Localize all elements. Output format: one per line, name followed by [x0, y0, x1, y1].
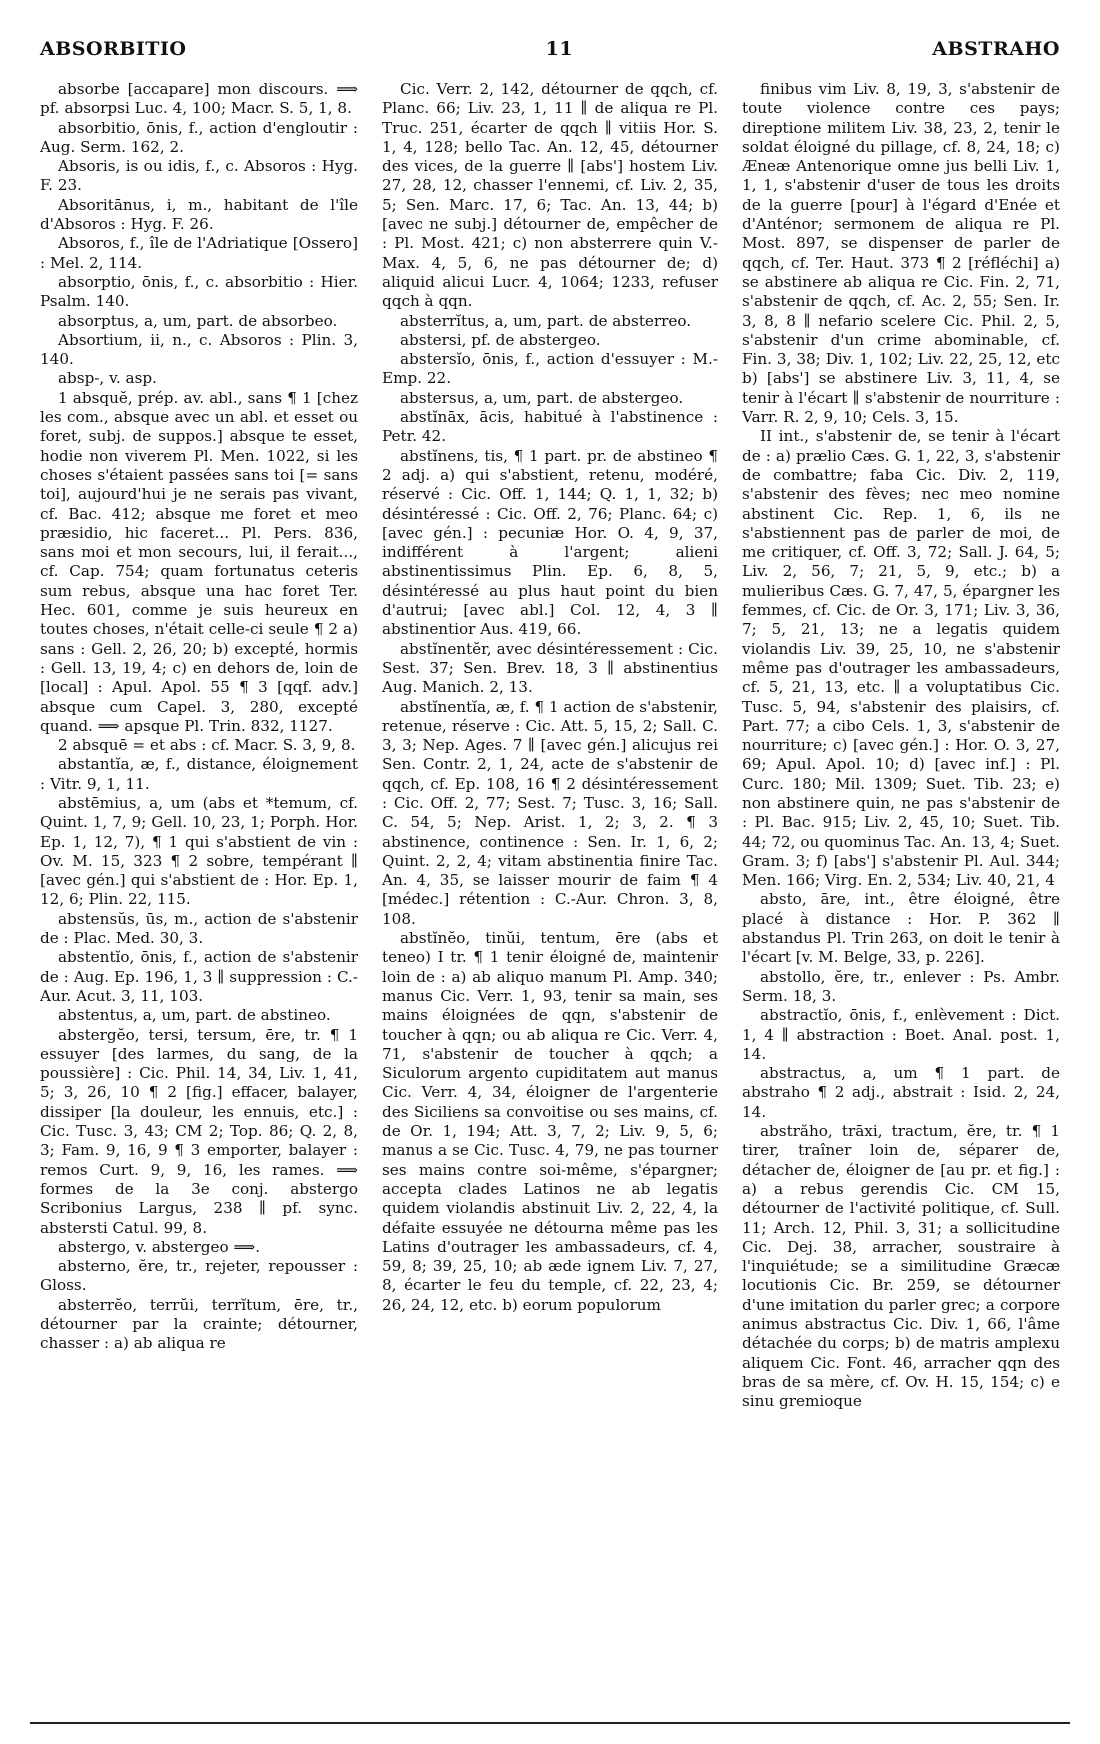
text-columns: [40, 80, 1060, 1700]
dictionary-entry: abstergĕo, tersi, tersum, ēre, tr. ¶ 1 essuyer [des larmes, du sang, de la poussière] : Cic. Phil. 14, 34, Liv. 1, 41, 5; 3, 26, 10 ¶ 2 [fig.] effacer, balayer, dissiper [la douleur, les ennuis, etc.] : Cic. Tusc. 3, 43; CM 2; Top. 86; Q. 2, 8, 3; Fam. 9, 16, 9 ¶ 3 emporter, balayer : remos Curt. 9, 9, 16, les rames. ⟹ formes de la 3e conj. abstergo Scribonius Largus, 238 ∥ pf. sync. abstersti Catul. 99, 8.: [40, 1025, 358, 1237]
dictionary-entry: abstēmius, a, um (abs et *temum, cf. Quint. 1, 7, 9; Gell. 10, 23, 1; Porph. Hor. Ep. 1, 12, 7), ¶ 1 qui s'abstient de vin : Ov. M. 15, 323 ¶ 2 sobre, tempérant ∥ [avec gén.] qui s'abstient de : Hor. Ep. 1, 12, 6; Plin. 22, 115.: [40, 793, 358, 909]
dictionary-entry: abstĭnentĕr, avec désintéressement : Cic. Sest. 37; Sen. Brev. 18, 3 ∥ abstinentius Aug. Manich. 2, 13.: [382, 639, 718, 697]
dictionary-entry: Absoritānus, i, m., habitant de l'île d'Absoros : Hyg. F. 26.: [40, 195, 358, 234]
header-left-word: ABSORBITIO: [40, 38, 187, 60]
dictionary-entry: abstergo, v. abstergeo ⟹.: [58, 1237, 261, 1256]
header-right-word: ABSTRAHO: [932, 38, 1060, 60]
dictionary-entry: abstractĭo, ōnis, f., enlèvement : Dict. 1, 4 ∥ abstraction : Boet. Anal. post. 1, 14.: [742, 1006, 1060, 1063]
dictionary-entry: absorptio, ōnis, f., c. absorbitio : Hier. Psalm. 140.: [40, 272, 358, 311]
dictionary-entry: abstractus, a, um ¶ 1 part. de abstraho ¶ 2 adj., abstrait : Isid. 2, 24, 14.: [742, 1064, 1060, 1121]
dictionary-entry: abstentus, a, um, part. de abstineo.: [58, 1006, 331, 1025]
bottom-rule: [30, 1722, 1070, 1724]
dictionary-entry: abstersi, pf. de abstergeo.: [400, 330, 601, 349]
dictionary-entry: II int., s'abstenir de, se tenir à l'écart de : a) prælio Cæs. G. 1, 22, 3, s'abstenir de combattre; faba Cic. Div. 2, 119, s'abstenir des fèves; nec meo nomine abstinent Cic. Rep. 1, 6, ils ne s'abstiennent pas de parler de moi, de me critiquer, cf. Off. 3, 72; Sall. J. 64, 5; Liv. 2, 56, 7; 21, 5, 9, etc.; b) a mulieribus Cæs. G. 7, 47, 5, épargner les femmes, cf. Cic. de Or. 3, 171; Liv. 3, 36, 7; 5, 21, 13; ne a legatis quidem violandis Liv. 39, 25, 10, ne s'abstenir même pas d'outrager les ambassadeurs, cf. 5, 21, 13, etc. ∥ a voluptatibus Cic. Tusc. 5, 94, s'abstenir des plaisirs, cf. Part. 77; a cibo Cels. 1, 3, s'abstenir de nourriture; c) [avec gén.] : Hor. O. 3, 27, 69; Apul. Apol. 10; d) [avec inf.] : Pl. Curc. 180; Mil. 1309; Suet. Tib. 23; e) non abstinere quin, ne pas s'abstenir de : Pl. Bac. 915; Liv. 2, 45, 10; Suet. Tib. 44; 72, ou quominus Tac. An. 13, 4; Suet. Gram. 3; f) [abs'] s'abstenir Pl. Aul. 344; Men. 166; Virg. En. 2, 534; Liv. 40, 21, 4: [742, 427, 1060, 890]
dictionary-entry: abstersus, a, um, part. de abstergeo.: [400, 388, 684, 407]
dictionary-entry: absorbitio, ōnis, f., action d'engloutir : Aug. Serm. 162, 2.: [40, 118, 358, 156]
dictionary-entry: Absortium, ii, n., c. Absoros : Plin. 3, 140.: [40, 330, 358, 369]
running-head: [40, 36, 1060, 62]
column-3: [742, 80, 1060, 1700]
dictionary-entry: abstĭnĕo, tinŭi, tentum, ēre (abs et teneo) I tr. ¶ 1 tenir éloigné de, maintenir loin de : a) ab aliquo manum Pl. Amp. 340; manus Cic. Verr. 1, 93, tenir sa main, ses mains éloignées de qqn, s'abstenir de toucher à qqn; ou ab aliqua re Cic. Verr. 4, 71, s'abstenir de toucher à qqch; a Siculorum argento cupiditatem aut manus Cic. Verr. 4, 34, éloigner de l'argenterie des Siciliens sa convoitise ou ses mains, cf. de Or. 1, 194; Att. 3, 7, 2; Liv. 9, 5, 6; manus a se Cic. Tusc. 4, 79, ne pas tourner ses mains contre soi-même, s'épargner; accepta clades Latinos ne ab legatis quidem violandis abstinuit Liv. 2, 22, 4, la défaite essuyée ne détourna même pas les Latins d'outrager les ambassadeurs, cf. 4, 59, 8; 39, 25, 10; ab æde ignem Liv. 7, 27, 8, écarter le feu du temple, cf. 22, 23, 4; 26, 24, 12, etc. b) eorum populorum: [382, 929, 718, 1314]
dictionary-entry: absp-, v. asp.: [58, 369, 157, 388]
dictionary-entry: abstersĭo, ōnis, f., action d'essuyer : M.-Emp. 22.: [382, 350, 718, 388]
dictionary-entry: Absoris, is ou idis, f., c. Absoros : Hyg. F. 23.: [40, 157, 358, 195]
dictionary-entry: abstensŭs, ūs, m., action de s'abstenir de : Plac. Med. 30, 3.: [40, 909, 358, 948]
column-1: [40, 80, 358, 1700]
dictionary-entry: abstentĭo, ōnis, f., action de s'abstenir de : Aug. Ep. 196, 1, 3 ∥ suppression : C.-Aur. Acut. 3, 11, 103.: [40, 948, 358, 1005]
dictionary-entry: Absoros, f., île de l'Adriatique [Ossero] : Mel. 2, 114.: [40, 234, 358, 272]
dictionary-entry: 2 absquē = et abs : cf. Macr. S. 3, 9, 8.: [58, 736, 356, 755]
dictionary-entry: absorbe [accapare] mon discours. ⟹ pf. absorpsi Luc. 4, 100; Macr. S. 5, 1, 8.: [40, 80, 358, 118]
page-number: 11: [545, 38, 574, 60]
dictionary-entry: abstantĭa, æ, f., distance, éloignement : Vitr. 9, 1, 11.: [40, 755, 358, 793]
dictionary-entry: absterno, ĕre, tr., rejeter, repousser : Gloss.: [40, 1257, 358, 1295]
dictionary-entry: finibus vim Liv. 8, 19, 3, s'abstenir de toute violence contre ces pays; direptione militem Liv. 38, 23, 2, tenir le soldat éloigné du pillage, cf. 8, 24, 18; c) Æneæ Antenorique omne jus belli Liv. 1, 1, 1, s'abstenir d'user de tous les droits de la guerre [pour] à l'égard d'Enée et d'Anténor; sermonem de aliqua re Pl. Most. 897, se dispenser de parler de qqch, cf. Ter. Haut. 373 ¶ 2 [réfléchi] a) se abstinere ab aliqua re Cic. Fin. 2, 71, s'abstenir de qqch, cf. Ac. 2, 55; Sen. Ir. 3, 8, 8 ∥ nefario scelere Cic. Phil. 2, 5, s'abstenir d'un crime abominable, cf. Fin. 3, 38; Div. 1, 102; Liv. 22, 25, 12, etc b) [abs'] se abstinere Liv. 3, 11, 4, se tenir à l'écart ∥ s'abstenir de nourriture : Varr. R. 2, 9, 10; Cels. 3, 15.: [742, 80, 1060, 427]
dictionary-entry: abstollo, ĕre, tr., enlever : Ps. Ambr. Serm. 18, 3.: [742, 967, 1060, 1005]
dictionary-entry: absto, āre, int., être éloigné, être placé à distance : Hor. P. 362 ∥ abstandus Pl. Trin 263, on doit le tenir à l'écart [v. M. Belge, 33, p. 226].: [742, 890, 1060, 967]
dictionary-entry: absterrĭtus, a, um, part. de absterreo.: [400, 311, 692, 330]
dictionary-entry: abstrăho, trāxi, tractum, ĕre, tr. ¶ 1 tirer, traîner loin de, séparer de, détacher de, éloigner de [au pr. et fig.] : a) a rebus gerendis Cic. CM 15, détourner de l'activité politique, cf. Sull. 11; Arch. 12, Phil. 3, 31; a sollicitudine Cic. Dej. 38, arracher, soustraire à l'inquiétude; se a similitudine Græcæ locutionis Cic. Br. 259, se détourner d'une imitation du parler grec; a corpore animus abstractus Cic. Div. 1, 66, l'âme détachée du corps; b) de matris amplexu aliquem Cic. Font. 46, arracher qqn des bras de sa mère, cf. Ov. H. 15, 154; c) e sinu gremioque: [742, 1122, 1060, 1411]
dictionary-entry: Cic. Verr. 2, 142, détourner de qqch, cf. Planc. 66; Liv. 23, 1, 11 ∥ de aliqua re Pl. Truc. 251, écarter de qqch ∥ vitiis Hor. S. 1, 4, 128; bello Tac. An. 12, 45, détourner des vices, de la guerre ∥ [abs'] hostem Liv. 27, 28, 12, chasser l'ennemi, cf. Liv. 2, 35, 5; Sen. Marc. 17, 6; Tac. An. 13, 44; b) [avec ne subj.] détourner de, empêcher de : Pl. Most. 421; c) non absterrere quin V.-Max. 4, 5, 6, ne pas détourner de; d) aliquid alicui Lucr. 4, 1064; 1233, refuser qqch à qqn.: [382, 80, 718, 311]
dictionary-entry: absterrĕo, terrŭi, terrĭtum, ēre, tr., détourner par la crainte; détourner, chasser : a) ab aliqua re: [40, 1295, 358, 1353]
dictionary-entry: 1 absquĕ, prép. av. abl., sans ¶ 1 [chez les com., absque avec un abl. et esset ou foret, subj. de suppos.] absque te esset, hodie non viverem Pl. Men. 1022, si les choses s'étaient passées sans toi [= sans toi], aujourd'hui je ne serais pas vivant, cf. Bac. 412; absque me foret et meo præsidio, hic faceret... Pl. Pers. 836, sans moi et mon secours, lui, il ferait..., cf. Cap. 754; quam fortunatus ceteris sum rebus, absque una hac foret Ter. Hec. 601, comme je suis heureux en toutes choses, n'était celle-ci seule ¶ 2 a) sans : Gell. 2, 26, 20; b) excepté, hormis : Gell. 13, 19, 4; c) en dehors de, loin de [local] : Apul. Apol. 55 ¶ 3 [qqf. adv.] absque cum Capel. 3, 280, excepté quand. ⟹ apsque Pl. Trin. 832, 1127.: [40, 388, 358, 735]
dictionary-entry: abstĭnens, tis, ¶ 1 part. pr. de abstineo ¶ 2 adj. a) qui s'abstient, retenu, modéré, réservé : Cic. Off. 1, 144; Q. 1, 1, 32; b) désintéressé : Cic. Off. 2, 76; Planc. 64; c) [avec gén.] : pecuniæ Hor. O. 4, 9, 37, indifférent à l'argent; alieni abstinentissimus Plin. Ep. 6, 8, 5, désintéressé au plus haut point du bien d'autrui; [avec abl.] Col. 12, 4, 3 ∥ abstinentior Aus. 419, 66.: [382, 446, 718, 639]
dictionary-entry: abstĭnentĭa, æ, f. ¶ 1 action de s'abstenir, retenue, réserve : Cic. Att. 5, 15, 2; Sall. C. 3, 3; Nep. Ages. 7 ∥ [avec gén.] alicujus rei Sen. Contr. 2, 1, 24, acte de s'abstenir de qqch, cf. Ep. 108, 16 ¶ 2 désintéressement : Cic. Off. 2, 77; Sest. 7; Tusc. 3, 16; Sall. C. 54, 5; Nep. Arist. 1, 2; 3, 2. ¶ 3 abstinence, continence : Sen. Ir. 1, 6, 2; Quint. 2, 2, 4; vitam abstinentia finire Tac. An. 4, 35, se laisser mourir de faim ¶ 4 [médec.] rétention : C.-Aur. Chron. 3, 8, 108.: [382, 697, 718, 928]
dictionary-entry: absorptus, a, um, part. de absorbeo.: [58, 311, 338, 330]
column-2: [382, 80, 718, 1700]
dictionary-entry: abstĭnāx, ācis, habitué à l'abstinence : Petr. 42.: [382, 408, 718, 446]
